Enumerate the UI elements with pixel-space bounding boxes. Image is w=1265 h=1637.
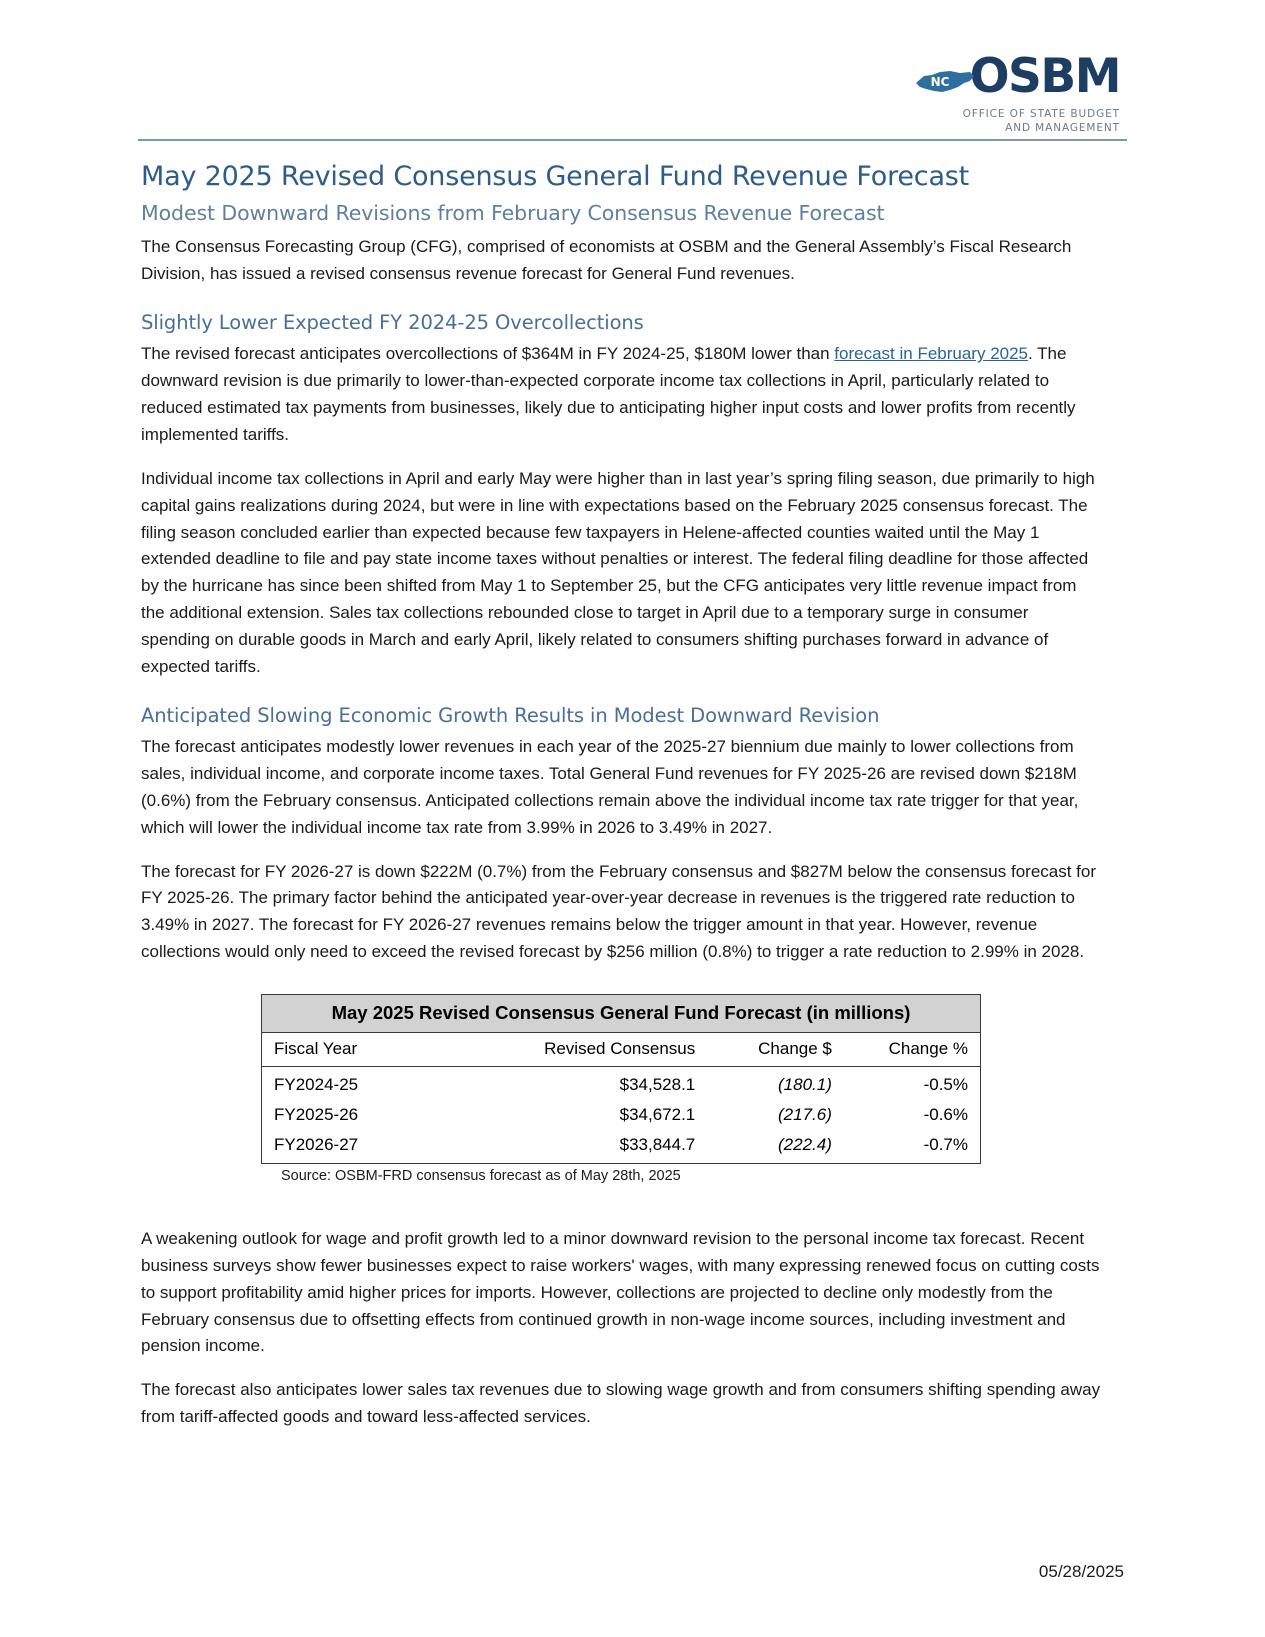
section-heading-overcollections: Slightly Lower Expected FY 2024-25 Overcollections [141,311,644,335]
osbm-logo [790,49,1120,135]
cell-change-percent: -0.6% [923,1104,968,1124]
cell-fiscal-year: FY2024-25 [274,1074,359,1094]
footer-date: 05/28/2025 [1038,1562,1124,1581]
page-title: May 2025 Revised Consensus General Fund Revenue Forecast [141,161,970,192]
column-header-fiscal-year: Fiscal Year [262,1032,499,1066]
north-carolina-state-outline-icon [914,63,976,105]
cell-change-percent: -0.7% [923,1134,968,1154]
cell-revised-consensus: $33,844.7 [619,1134,696,1154]
table-row [262,1100,981,1130]
column-header-change-dollar: Change $ [707,1032,844,1066]
closing-paragraph-1: A weakening outlook for wage and profit growth led to a minor downward revision to the personal income tax forecast. Recent business surveys show fewer businesses expect to raise workers' wages, with many expressing renewed focus on cutting costs to support profitability amid higher prices for imports. However, collections are projected to decline only modestly from the February consensus due to offsetting effects from continued growth in non-wage income sources, including investment and pension income. [141,1228,1100,1356]
table-row [262,1066,981,1100]
logo-subtitle-line2: AND MANAGEMENT [1005,122,1120,135]
forecast-table-block [141,994,1101,1184]
cell-revised-consensus: $34,528.1 [619,1074,696,1094]
paragraph-text-after-link: . The downward revision is due primarily to lower-than-expected corporate income tax collections in April, particularly related to reduced estimated tax payments from businesses, likely due to anticipating higher input costs and lower profits from recently implemented tariffs. [141,344,1076,445]
section-2-paragraph-1: The forecast anticipates modestly lower revenues in each year of the 2025-27 biennium due mainly to lower collections from sales, individual income, and corporate income taxes. Total General Fund revenues for FY 2025-26 are revised down $218M (0.6%) from the February consensus. Anticipated collections remain above the individual income tax rate trigger for that year, which will lower the individual income tax rate from 3.99% in 2026 to 3.49% in 2027. [141,737,1079,837]
document-content [141,160,1101,1448]
table-title: May 2025 Revised Consensus General Fund Forecast (in millions) [262,994,981,1032]
column-header-revised-consensus: Revised Consensus [499,1032,708,1066]
document-subtitle: Modest Downward Revisions from February Consensus Revenue Forecast [141,200,885,225]
osbm-wordmark: OSBM [969,49,1120,104]
table-row [262,1130,981,1164]
logo-lockup [790,49,1120,105]
logo-subtitle-line1: OFFICE OF STATE BUDGET [962,108,1120,120]
february-2025-forecast-link[interactable]: forecast in February 2025 [834,344,1029,364]
section-2-paragraph-2: The forecast for FY 2026-27 is down $222M (0.7%) from the February consensus and $827M below the consensus forecast for FY 2025-26. The primary factor behind the anticipated year-over-year decrease in revenues is the triggered rate reduction to 3.49% in 2027. The forecast for FY 2026-27 revenues remains below the trigger amount in that year. However, revenue collections would only need to exceed the revised forecast by $256 million (0.8%) to trigger a rate reduction to 2.99% in 2028. [141,861,1097,962]
intro-paragraph: The Consensus Forecasting Group (CFG), comprised of economists at OSBM and the General Assembly’s Fiscal Research Division, has issued a revised consensus revenue forecast for General Fund revenues. [141,237,1072,284]
cell-change-dollar: (180.1) [778,1074,832,1094]
section-1-paragraph-2: Individual income tax collections in April and early May were higher than in last year’s spring filing season, due primarily to high capital gains realizations during 2024, but were in line with expectations based on the February 2025 consensus forecast. The filing season concluded earlier than expected because few taxpayers in Helene-affected counties waited until the May 1 extended deadline to file and pay state income taxes without penalties or interest. The federal filing deadline for those affected by the hurricane has since been shifted from May 1 to September 25, but the CFG anticipates very little revenue impact from the additional extension. Sales tax collections rebounded close to target in April due to a temporary surge in consumer spending on durable goods in March and early April, likely related to consumers shifting purchases forward in advance of expected tariffs. [141,468,1095,676]
cell-revised-consensus: $34,672.1 [619,1104,696,1124]
cell-change-dollar: (217.6) [778,1104,832,1124]
column-header-change-percent: Change % [844,1032,981,1066]
table-title-row [262,994,981,1032]
table-header-row [262,1032,981,1066]
logo-subtitle [790,107,1120,135]
header-divider-rule [138,139,1127,141]
cell-fiscal-year: FY2026-27 [274,1134,359,1154]
closing-paragraph-2: The forecast also anticipates lower sales tax revenues due to slowing wage growth and from consumers shifting spending away from tariff-affected goods and toward less-affected services. [141,1380,1101,1427]
section-1-paragraph-1 [141,341,1101,448]
forecast-table [261,994,981,1164]
cell-change-dollar: (222.4) [778,1134,832,1154]
cell-fiscal-year: FY2025-26 [274,1104,359,1124]
nc-abbrev-label: NC [930,75,950,89]
table-source-note: Source: OSBM-FRD consensus forecast as of May 28th, 2025 [281,1167,681,1184]
section-heading-slowing-growth: Anticipated Slowing Economic Growth Results in Modest Downward Revision [141,703,880,727]
paragraph-text-before-link: The revised forecast anticipates overcollections of $364M in FY 2024-25, $180M lower than [141,344,835,364]
cell-change-percent: -0.5% [923,1074,968,1094]
